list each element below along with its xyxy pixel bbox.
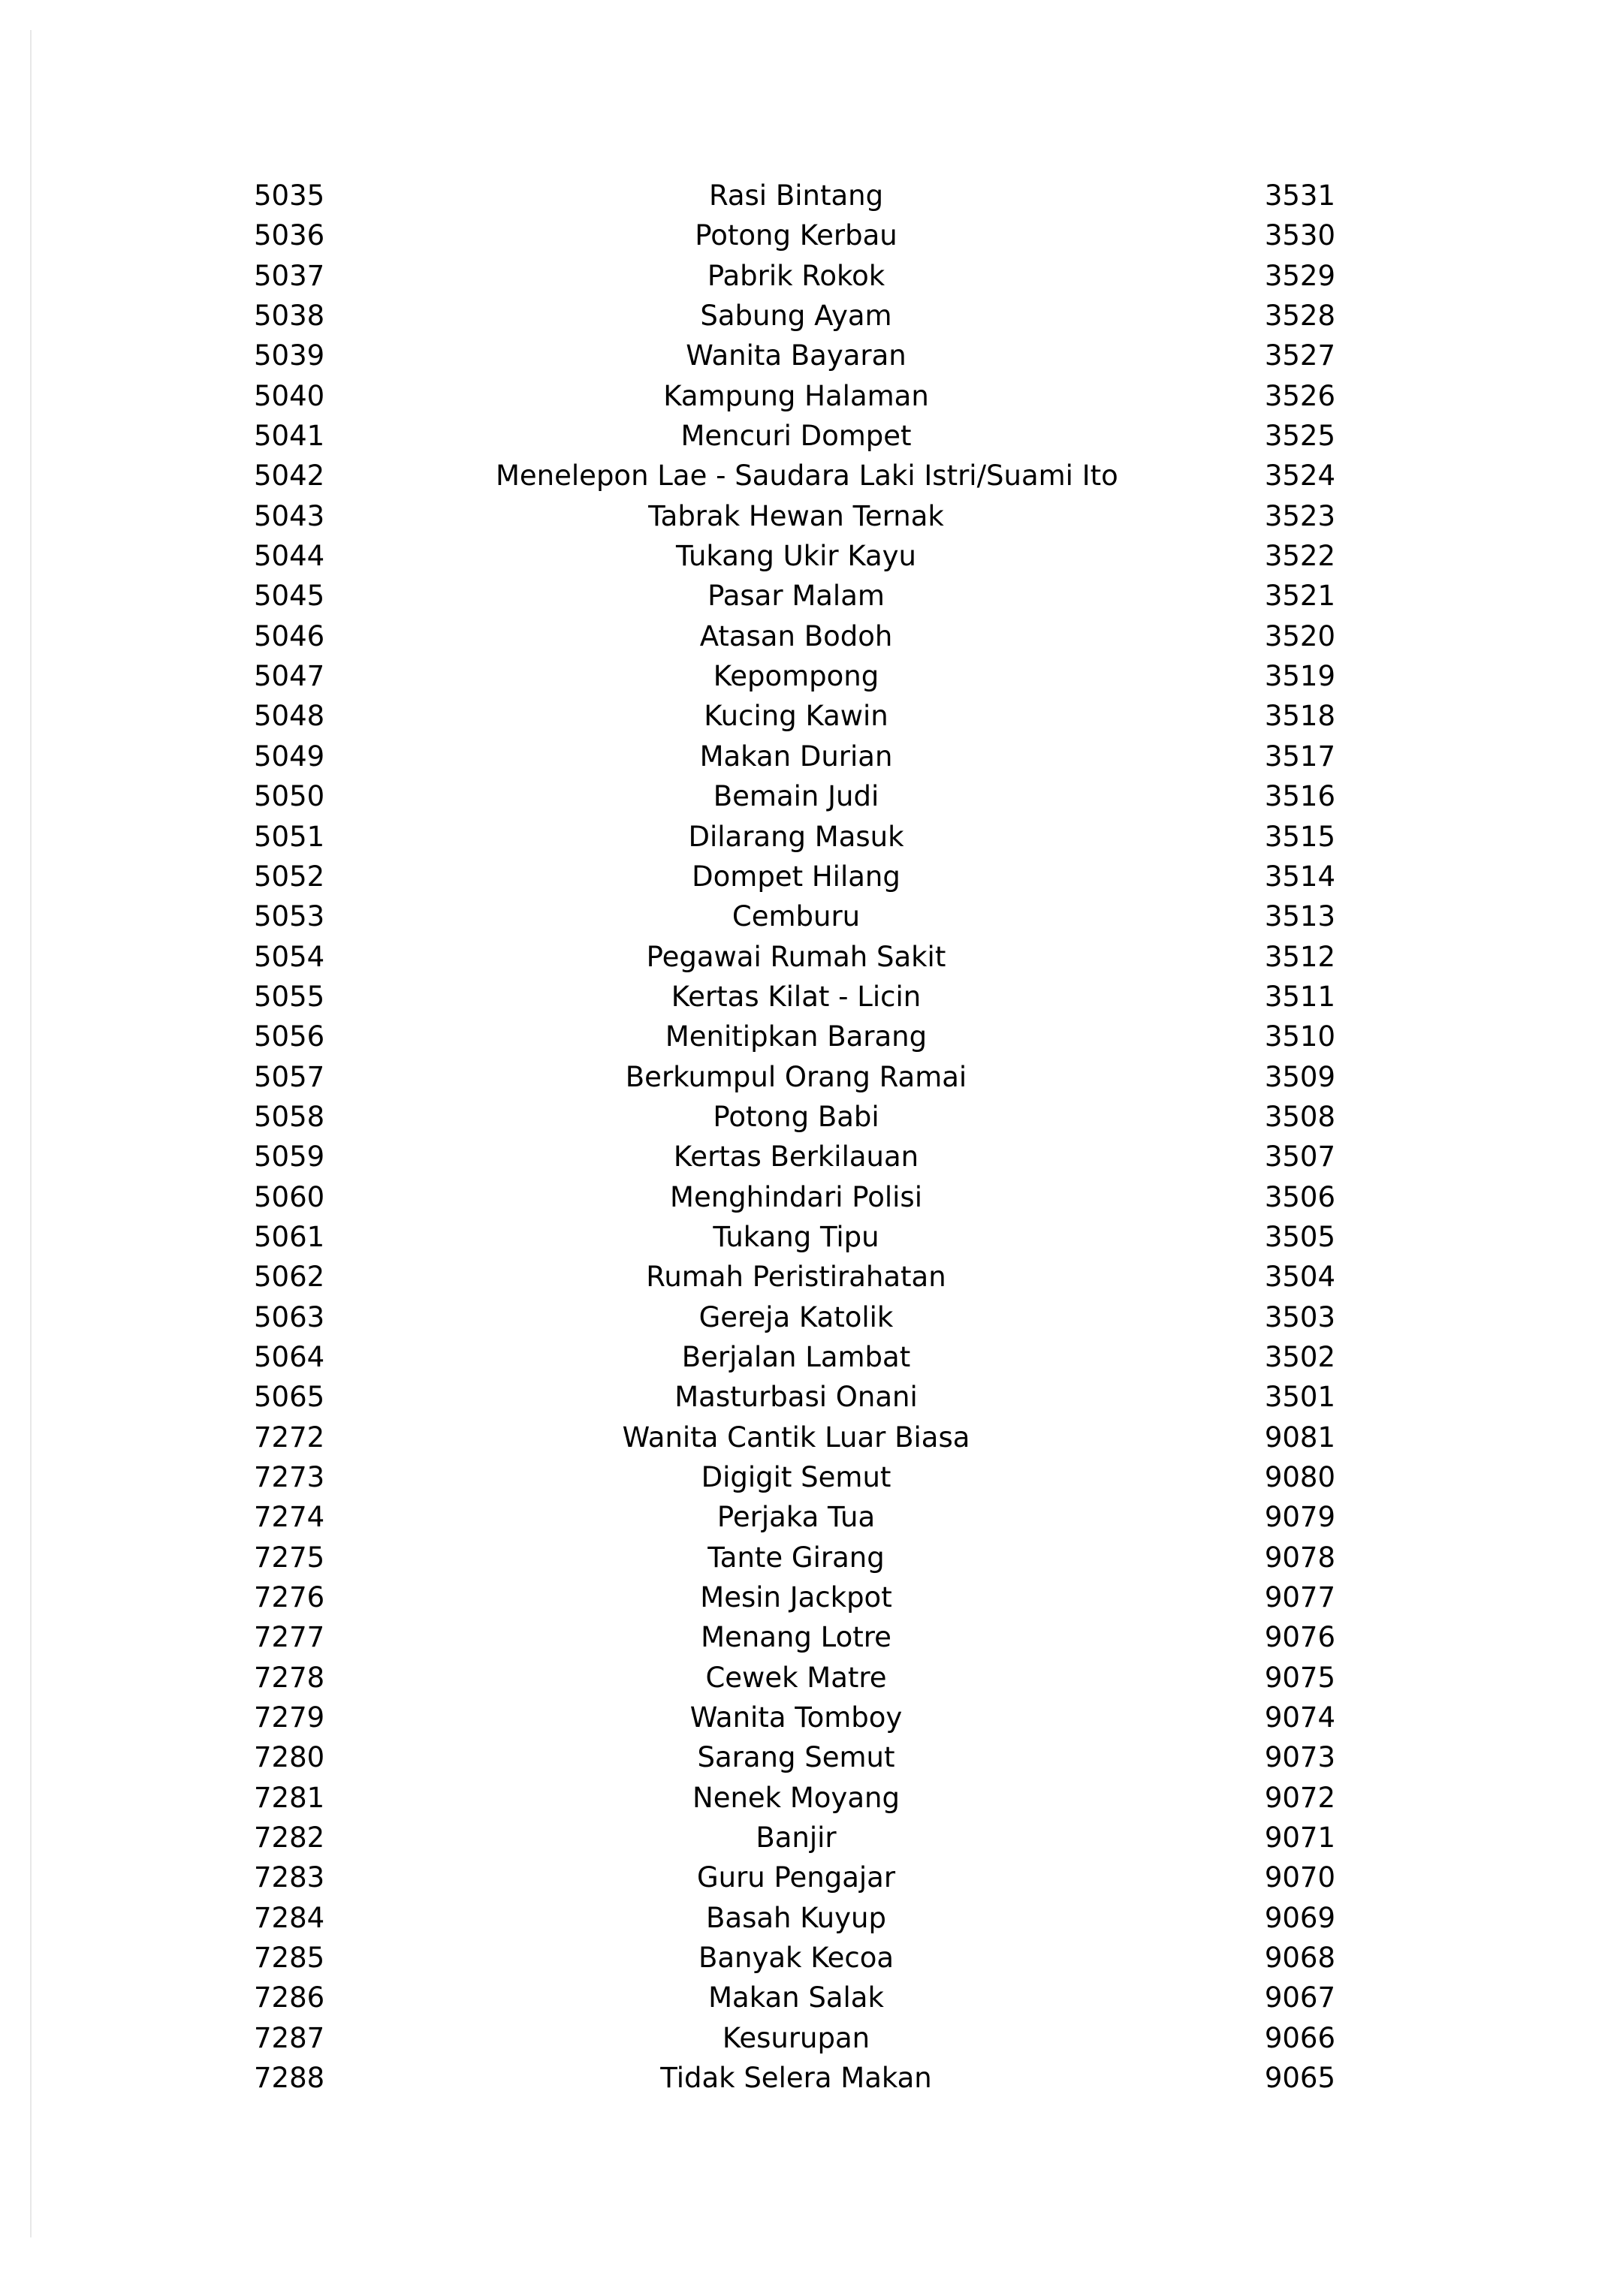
row-name: Sabung Ayam [700,300,892,333]
row-number: 9076 [1264,1621,1335,1654]
row-number: 3520 [1264,619,1335,652]
row-number: 3509 [1264,1060,1335,1093]
row-name: Menang Lotre [701,1621,891,1654]
row-number: 3528 [1264,300,1335,333]
row-code: 5043 [254,499,325,532]
row-number: 3516 [1264,780,1335,813]
row-number: 9079 [1264,1501,1335,1534]
row-name: Rumah Peristirahatan [646,1261,946,1294]
table-row [0,1377,1623,1417]
row-code: 5048 [254,700,325,733]
table-row [0,1538,1623,1577]
table-row [0,1017,1623,1056]
row-name: Menitipkan Barang [665,1020,928,1053]
table-row [0,1177,1623,1217]
table-row [0,737,1623,776]
row-number: 9080 [1264,1461,1335,1493]
table-row [0,1057,1623,1097]
row-code: 7287 [254,2021,325,2054]
row-name: Wanita Bayaran [686,339,907,372]
row-code: 7281 [254,1781,325,1814]
row-name: Wanita Tomboy [689,1701,903,1734]
row-code: 5063 [254,1300,325,1333]
row-number: 3505 [1264,1220,1335,1253]
row-number: 3515 [1264,820,1335,853]
table-row [0,1698,1623,1737]
row-code: 5046 [254,619,325,652]
row-number: 3518 [1264,700,1335,733]
row-name: Tabrak Hewan Ternak [648,499,944,532]
row-number: 3519 [1264,660,1335,693]
table-row [0,2018,1623,2058]
row-name: Kampung Halaman [663,379,929,412]
row-number: 3527 [1264,339,1335,372]
row-code: 7279 [254,1701,325,1734]
row-name: Kertas Kilat - Licin [671,980,922,1013]
row-code: 7286 [254,1981,325,2014]
row-code: 5039 [254,339,325,372]
table-row [0,496,1623,536]
row-number: 3521 [1264,580,1335,613]
row-code: 5049 [254,740,325,773]
row-number: 9075 [1264,1661,1335,1694]
row-name: Potong Babi [713,1100,879,1133]
row-code: 7272 [254,1421,325,1454]
row-number: 9078 [1264,1541,1335,1574]
row-code: 5064 [254,1340,325,1373]
row-number: 9069 [1264,1901,1335,1934]
row-code: 5036 [254,219,325,252]
row-name: Cemburu [732,900,861,933]
row-number: 3510 [1264,1020,1335,1053]
row-code: 5037 [254,259,325,292]
row-number: 3506 [1264,1180,1335,1213]
table-row [0,256,1623,296]
row-code: 5040 [254,379,325,412]
table-row [0,1097,1623,1137]
table-row [0,1257,1623,1297]
table-row [0,2058,1623,2098]
row-name: Makan Durian [699,740,893,773]
row-code: 5061 [254,1220,325,1253]
row-name: Masturbasi Onani [674,1381,918,1414]
row-number: 3501 [1264,1381,1335,1414]
row-number: 3531 [1264,179,1335,212]
row-code: 5035 [254,179,325,212]
row-number: 3507 [1264,1140,1335,1174]
row-name: Tante Girang [707,1541,885,1574]
table-row [0,817,1623,857]
row-name: Kepompong [713,660,879,693]
table-row [0,937,1623,977]
row-code: 5045 [254,580,325,613]
table-row [0,456,1623,496]
row-number: 3517 [1264,740,1335,773]
table-row [0,1337,1623,1377]
row-code: 7283 [254,1861,325,1894]
table-row [0,1217,1623,1257]
row-name: Kucing Kawin [704,700,888,733]
row-code: 5042 [254,460,325,493]
row-number: 3511 [1264,980,1335,1013]
row-name: Gereja Katolik [698,1300,894,1333]
row-code: 5050 [254,780,325,813]
row-name: Guru Pengajar [696,1861,896,1894]
row-code: 5057 [254,1060,325,1093]
table-row [0,336,1623,375]
row-name: Kesurupan [722,2021,870,2054]
row-code: 7282 [254,1821,325,1855]
row-number: 3504 [1264,1261,1335,1294]
row-code: 5051 [254,820,325,853]
row-code: 7288 [254,2062,325,2095]
table-row [0,536,1623,576]
row-name: Mesin Jackpot [700,1581,892,1614]
row-name: Pegawai Rumah Sakit [646,940,946,973]
row-name: Basah Kuyup [706,1901,886,1934]
row-name: Banjir [756,1821,837,1855]
row-number: 3522 [1264,540,1335,573]
row-number: 3513 [1264,900,1335,933]
row-number: 3530 [1264,219,1335,252]
table-row [0,857,1623,896]
table-row [0,616,1623,656]
row-code: 5062 [254,1261,325,1294]
row-name: Pabrik Rokok [707,259,885,292]
row-code: 5055 [254,980,325,1013]
row-number: 3525 [1264,420,1335,453]
row-code: 5044 [254,540,325,573]
row-code: 7275 [254,1541,325,1574]
row-number: 3524 [1264,460,1335,493]
row-name: Tidak Selera Makan [660,2062,932,2095]
row-name: Dompet Hilang [692,860,900,893]
row-name: Bemain Judi [713,780,879,813]
row-code: 5056 [254,1020,325,1053]
row-name: Berkumpul Orang Ramai [625,1060,967,1093]
table-row [0,656,1623,696]
row-name: Kertas Berkilauan [673,1140,919,1174]
table-row [0,1137,1623,1177]
row-number: 3502 [1264,1340,1335,1373]
table-row [0,1858,1623,1897]
row-name: Berjalan Lambat [681,1340,911,1373]
row-number: 3523 [1264,499,1335,532]
row-number: 9071 [1264,1821,1335,1855]
row-number: 3514 [1264,860,1335,893]
row-code: 7284 [254,1901,325,1934]
row-number: 9065 [1264,2062,1335,2095]
row-code: 5058 [254,1100,325,1133]
row-number: 3526 [1264,379,1335,412]
row-code: 7285 [254,1942,325,1975]
row-number: 3529 [1264,259,1335,292]
row-code: 5041 [254,420,325,453]
row-name: Dilarang Masuk [688,820,904,853]
row-code: 7280 [254,1741,325,1774]
table-row [0,977,1623,1017]
table-row [0,776,1623,816]
row-code: 5060 [254,1180,325,1213]
table-row [0,696,1623,736]
table-row [0,376,1623,416]
row-number: 9074 [1264,1701,1335,1734]
table-row [0,1978,1623,2017]
row-code: 5038 [254,300,325,333]
table-row [0,416,1623,456]
table-row [0,1297,1623,1337]
row-name: Perjaka Tua [716,1501,876,1534]
row-code: 7276 [254,1581,325,1614]
table-row [0,896,1623,936]
table-row [0,1898,1623,1938]
table-row [0,1617,1623,1657]
row-name: Tukang Ukir Kayu [676,540,916,573]
row-name: Digigit Semut [701,1461,891,1493]
row-name: Menelepon Lae - Saudara Laki Istri/Suami Ito [496,460,1118,493]
row-number: 9067 [1264,1981,1335,2014]
row-number: 9068 [1264,1942,1335,1975]
row-name: Mencuri Dompet [680,420,912,453]
row-code: 7273 [254,1461,325,1493]
row-name: Sarang Semut [697,1741,895,1774]
row-code: 5047 [254,660,325,693]
row-number: 3512 [1264,940,1335,973]
row-number: 9070 [1264,1861,1335,1894]
table-row [0,1658,1623,1698]
table-row [0,176,1623,215]
table-row [0,296,1623,336]
row-name: Wanita Cantik Luar Biasa [622,1421,970,1454]
row-name: Rasi Bintang [708,179,884,212]
table-row [0,1938,1623,1978]
table-row [0,1778,1623,1818]
row-number: 9081 [1264,1421,1335,1454]
row-number: 9066 [1264,2021,1335,2054]
row-code: 5052 [254,860,325,893]
row-name: Cewek Matre [705,1661,887,1694]
row-code: 7277 [254,1621,325,1654]
row-number: 3503 [1264,1300,1335,1333]
table-row [0,215,1623,255]
row-code: 5053 [254,900,325,933]
table-row [0,1577,1623,1617]
row-name: Pasar Malam [707,580,885,613]
row-name: Tukang Tipu [713,1220,879,1253]
row-name: Makan Salak [708,1981,884,2014]
code-table [0,176,1623,2099]
row-name: Atasan Bodoh [699,619,893,652]
row-code: 7274 [254,1501,325,1534]
row-code: 5065 [254,1381,325,1414]
row-number: 9072 [1264,1781,1335,1814]
row-number: 9077 [1264,1581,1335,1614]
table-row [0,576,1623,616]
row-code: 7278 [254,1661,325,1694]
table-row [0,1418,1623,1457]
table-row [0,1818,1623,1858]
row-name: Nenek Moyang [692,1781,900,1814]
table-row [0,1737,1623,1777]
row-code: 5059 [254,1140,325,1174]
table-row [0,1457,1623,1497]
table-row [0,1497,1623,1537]
row-name: Menghindari Polisi [670,1180,922,1213]
row-number: 3508 [1264,1100,1335,1133]
row-code: 5054 [254,940,325,973]
row-name: Potong Kerbau [695,219,897,252]
row-name: Banyak Kecoa [698,1942,894,1975]
row-number: 9073 [1264,1741,1335,1774]
